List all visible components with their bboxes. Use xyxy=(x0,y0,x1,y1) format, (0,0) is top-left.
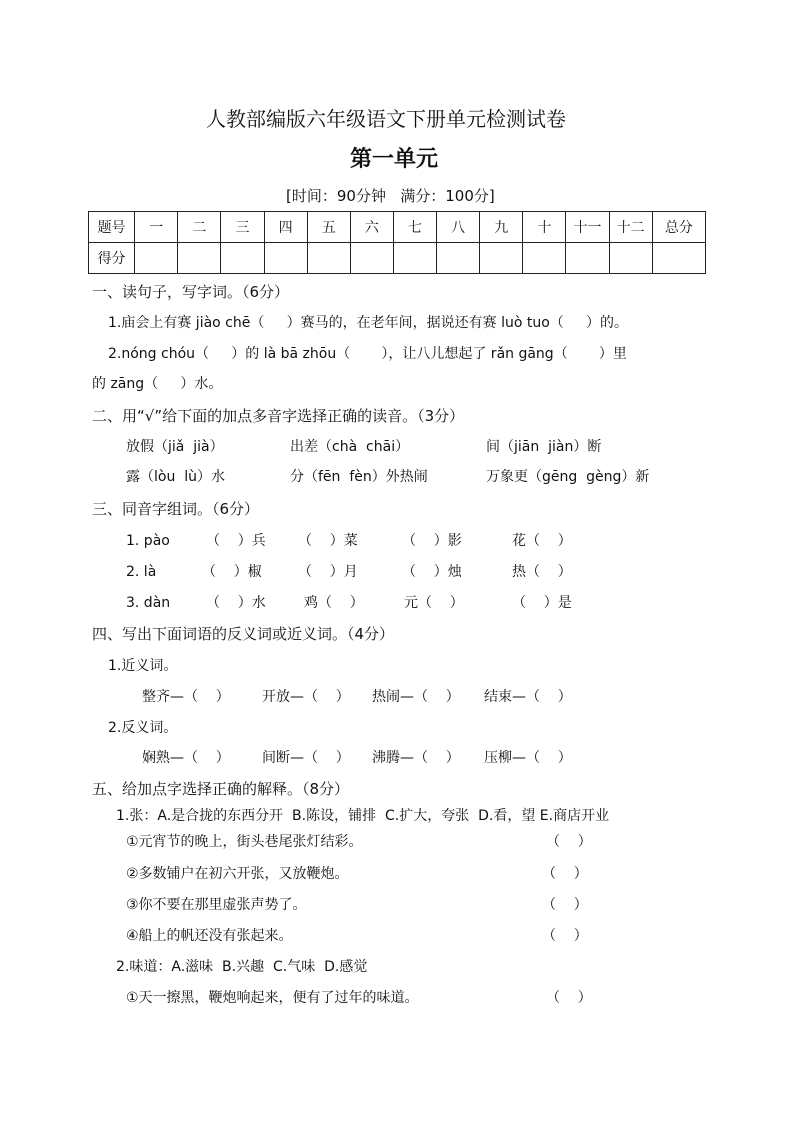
score-input-cell[interactable] xyxy=(609,243,652,274)
score-input-cell[interactable] xyxy=(393,243,436,274)
score-table-header-cell: 八 xyxy=(437,212,480,243)
section2-item: 露（lòu lù）水 xyxy=(126,469,225,485)
score-input-cell[interactable] xyxy=(350,243,393,274)
section5-answer-blank[interactable]: （ ） xyxy=(542,866,588,882)
score-input-cell[interactable] xyxy=(566,243,609,274)
score-input-cell[interactable] xyxy=(135,243,178,274)
section1-line2: 2.nóng chóu（ ）的 là bā zhōu（ ），让八儿想起了 rǎn gāng（ ）里 xyxy=(108,346,627,362)
section3-blank[interactable]: （ ）水 xyxy=(206,595,266,611)
section1-line1: 1.庙会上有赛 jiào chē（ ）赛马的，在老年间，据说还有赛 luò tuo（ ）的。 xyxy=(108,315,629,331)
score-table-header-cell: 十 xyxy=(523,212,566,243)
section3-blank[interactable]: 元（ ） xyxy=(404,595,464,611)
section3-pinyin: 1. pào xyxy=(126,533,170,549)
section4-heading: 四、写出下面词语的反义词或近义词。（4分） xyxy=(92,625,395,643)
section5-q2: 2.味道：A.滋味 B.兴趣 C.气味 D.感觉 xyxy=(116,959,368,975)
section4-item[interactable]: 沸腾—（ ） xyxy=(372,750,460,766)
section3-blank[interactable]: 热（ ） xyxy=(512,564,572,580)
score-input-cell[interactable] xyxy=(480,243,523,274)
score-input-cell[interactable] xyxy=(178,243,221,274)
score-table-header-cell: 题号 xyxy=(89,212,135,243)
section5-answer-blank[interactable]: （ ） xyxy=(546,834,592,850)
unit-title: 第一单元 xyxy=(350,147,439,172)
score-table-header-row xyxy=(89,212,706,243)
section4-sub1: 1.近义词。 xyxy=(108,658,178,674)
section4-item[interactable]: 整齐—（ ） xyxy=(142,689,230,705)
section3-blank[interactable]: （ ）是 xyxy=(512,595,572,611)
section3-blank[interactable]: （ ）菜 xyxy=(298,533,358,549)
section4-item[interactable]: 开放—（ ） xyxy=(262,689,350,705)
section5-q1-item: ①元宵节的晚上，街头巷尾张灯结彩。 xyxy=(126,834,363,850)
score-table-header-cell: 四 xyxy=(264,212,307,243)
section5-q1-item: ③你不要在那里虚张声势了。 xyxy=(126,897,307,913)
score-input-cell[interactable] xyxy=(264,243,307,274)
section5-heading: 五、给加点字选择正确的解释。（8分） xyxy=(92,780,350,798)
section3-pinyin: 3. dàn xyxy=(126,595,171,611)
score-table-header-cell: 六 xyxy=(350,212,393,243)
score-table-header-cell: 总分 xyxy=(652,212,705,243)
section3-blank[interactable]: （ ）兵 xyxy=(206,533,266,549)
score-input-cell[interactable] xyxy=(221,243,264,274)
score-label-cell: 得分 xyxy=(89,243,135,274)
score-table-header-cell: 三 xyxy=(221,212,264,243)
score-input-cell[interactable] xyxy=(437,243,480,274)
section4-item[interactable]: 热闹—（ ） xyxy=(372,689,460,705)
score-table-header-cell: 九 xyxy=(480,212,523,243)
score-table-header-cell: 十一 xyxy=(566,212,609,243)
section5-answer-blank[interactable]: （ ） xyxy=(542,897,588,913)
section5-answer-blank[interactable]: （ ） xyxy=(546,990,592,1006)
score-table-header-cell: 十二 xyxy=(609,212,652,243)
section3-blank[interactable]: 花（ ） xyxy=(512,533,572,549)
section4-item[interactable]: 压柳—（ ） xyxy=(484,750,572,766)
section3-blank[interactable]: （ ）影 xyxy=(402,533,462,549)
score-table xyxy=(88,211,706,274)
section5-q1: 1.张：A.是合拢的东西分开 B.陈设，铺排 C.扩大，夸张 D.看，望 E.商店开业 xyxy=(116,808,610,824)
section4-sub2: 2.反义词。 xyxy=(108,720,178,736)
section1-line3: 的 zāng（ ）水。 xyxy=(92,376,223,392)
section2-item: 出差（chà chāi） xyxy=(290,439,410,455)
section2-heading: 二、用“√”给下面的加点多音字选择正确的读音。（3分） xyxy=(92,407,465,425)
score-input-cell[interactable] xyxy=(652,243,705,274)
section2-item: 万象更（gēng gèng）新 xyxy=(486,469,650,485)
section3-blank[interactable]: （ ）月 xyxy=(298,564,358,580)
section4-item[interactable]: 间断—（ ） xyxy=(262,750,350,766)
score-input-cell[interactable] xyxy=(307,243,350,274)
section4-item[interactable]: 结束—（ ） xyxy=(484,689,572,705)
score-table-header-cell: 五 xyxy=(307,212,350,243)
section3-blank[interactable]: （ ）烛 xyxy=(402,564,462,580)
section3-blank[interactable]: （ ）椒 xyxy=(202,564,262,580)
score-table-header-cell: 一 xyxy=(135,212,178,243)
section5-q1-item: ②多数铺户在初六开张，又放鞭炮。 xyxy=(126,866,349,882)
score-input-cell[interactable] xyxy=(523,243,566,274)
section2-item: 分（fēn fèn）外热闹 xyxy=(290,469,428,485)
section4-item[interactable]: 娴熟—（ ） xyxy=(142,750,230,766)
exam-title: 人教部编版六年级语文下册单元检测试卷 xyxy=(206,107,566,131)
section1-heading: 一、读句子，写字词。（6分） xyxy=(92,283,290,301)
section2-item: 间（jiān jiàn）断 xyxy=(486,439,602,455)
section3-blank[interactable]: 鸡（ ） xyxy=(304,595,364,611)
section5-q2-item: ①天一擦黑，鞭炮响起来，便有了过年的味道。 xyxy=(126,990,419,1006)
section5-q1-item: ④船上的帆还没有张起来。 xyxy=(126,928,293,944)
score-table-header-cell: 七 xyxy=(393,212,436,243)
score-table-header-cell: 二 xyxy=(178,212,221,243)
section3-pinyin: 2. là xyxy=(126,564,157,580)
time-info: [时间：90分钟 满分：100分] xyxy=(286,187,495,205)
section3-heading: 三、同音字组词。（6分） xyxy=(92,500,260,518)
section5-answer-blank[interactable]: （ ） xyxy=(542,928,588,944)
score-table-score-row xyxy=(89,243,706,274)
section2-item: 放假（jiǎ jià） xyxy=(126,439,224,455)
